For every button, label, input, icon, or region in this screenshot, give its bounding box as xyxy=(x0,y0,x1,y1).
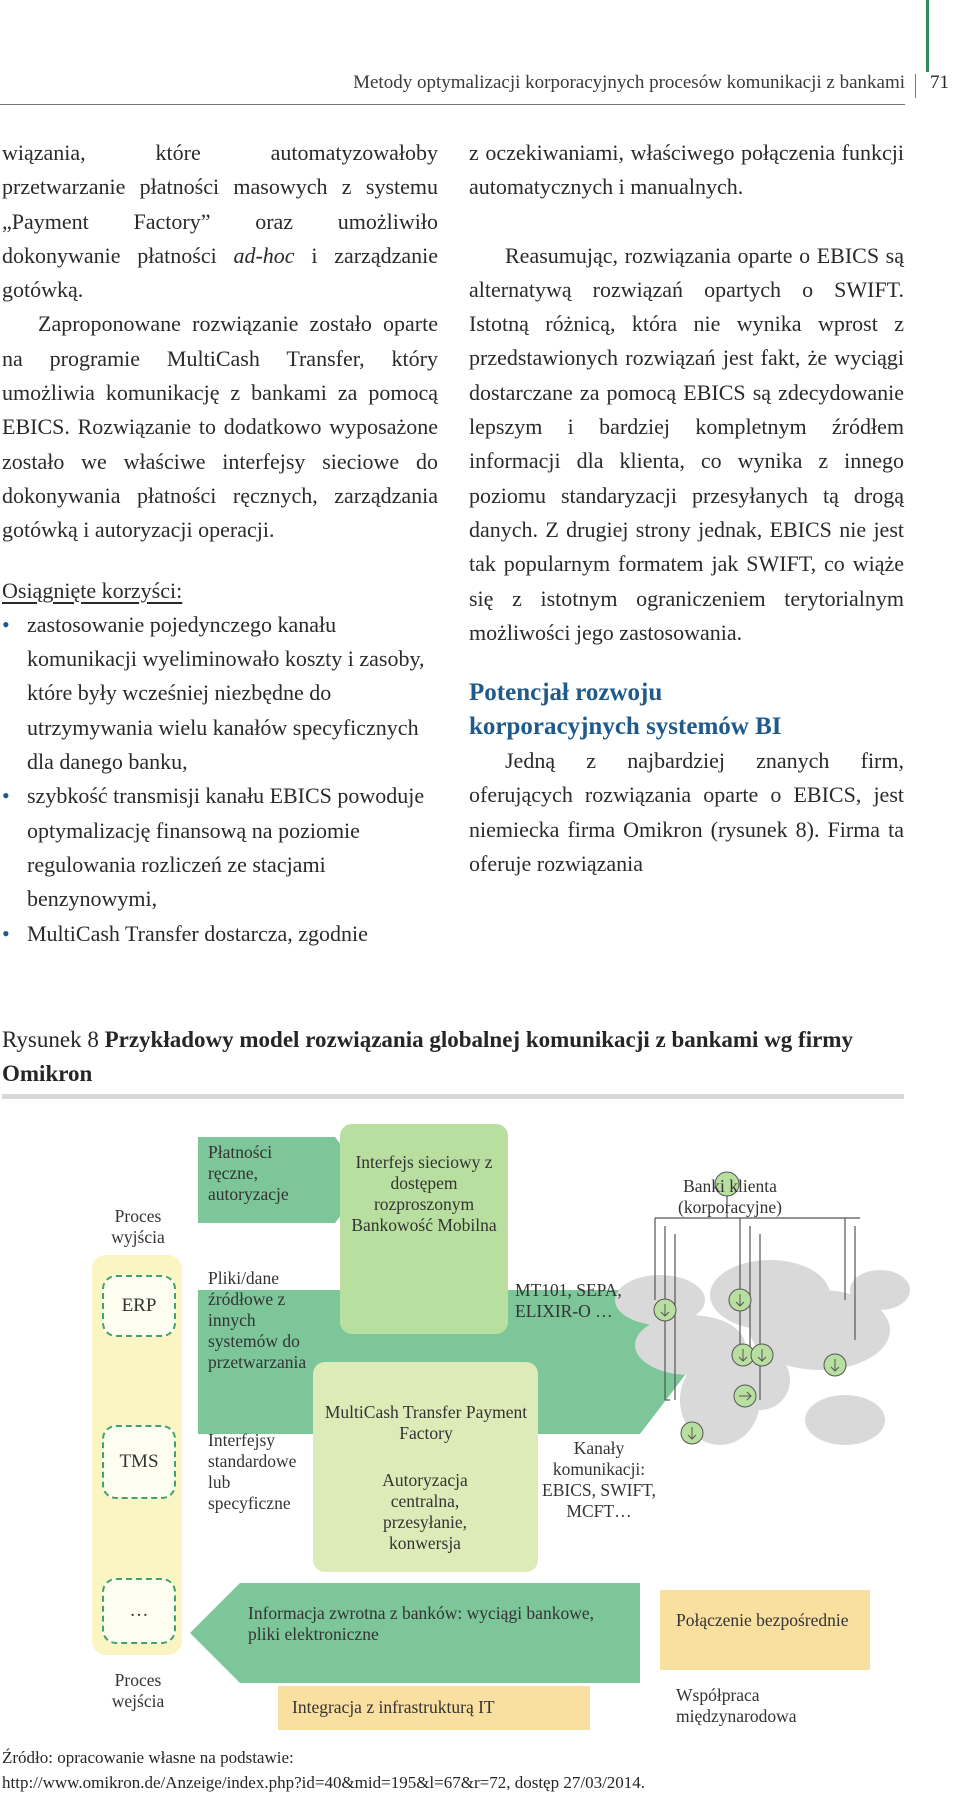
figure-label: Rysunek 8 xyxy=(2,1027,105,1052)
international-cooperation-label: Współpraca międzynarodowa xyxy=(676,1685,797,1726)
manual-payments-label: Płatności ręczne, autoryzacje xyxy=(208,1142,289,1204)
direct-connection-label: Połączenie bezpośrednie xyxy=(676,1610,849,1630)
tms-box: TMS xyxy=(102,1425,176,1499)
caption-rule xyxy=(2,1094,904,1099)
feedback-label: Informacja zwrotna z banków: wyciągi bankowe, pliki elektroniczne xyxy=(248,1603,594,1644)
web-interface-label: Interfejs sieciowy z dostępem rozproszonym Bankowość Mobilna xyxy=(351,1152,497,1235)
channels-label: Kanały komunikacji: EBICS, SWIFT, MCFT… xyxy=(542,1438,656,1521)
figure-caption xyxy=(2,1023,904,1091)
output-process-label: Proces wyjścia xyxy=(111,1206,165,1247)
erp-box: ERP xyxy=(102,1275,176,1337)
benefits-list xyxy=(2,608,438,951)
right-paragraph-3: Jedną z najbardziej znanych firm, oferujących rozwiązania oparte o EBICS, jest niemiecka firma Omikron (rysunek 8). Firma ta oferuje rozwiązania xyxy=(469,748,904,877)
header-separator xyxy=(915,74,916,98)
section-heading: Potencjał rozwoju korporacyjnych systemów BI xyxy=(469,679,782,741)
page-number: 71 xyxy=(930,72,949,93)
left-column xyxy=(2,136,438,951)
source-note xyxy=(2,1745,912,1795)
list-item: • zastosowanie pojedynczego kanału komunikacji wyeliminowało koszty i zasoby, które były wcześniej niezbędne do utrzymywania wielu kanałów specyficznych dla danego banku, xyxy=(2,608,438,779)
left-paragraph-1: wiązania, które automatyzowałoby przetwarzanie płatności masowych z systemu „Payment Factory” oraz umożliwiło dokonywanie płatności ad-hoc i zarządzanie gotówką. xyxy=(2,140,438,303)
list-item: • MultiCash Transfer dostarcza, zgodnie xyxy=(2,917,438,951)
source-line-1: Źródło: opracowanie własne na podstawie: xyxy=(2,1748,294,1767)
list-item: • szybkość transmisji kanału EBICS powoduje optymalizację finansową na poziomie regulowania rozliczeń ze stacjami benzynowymi, xyxy=(2,779,438,916)
header-rule xyxy=(0,104,905,105)
ellipsis-box: … xyxy=(102,1578,176,1644)
source-url: http://www.omikron.de/Anzeige/index.php?id=40&mid=195&l=67&r=72, dostęp 27/03/2014. xyxy=(2,1773,646,1792)
input-process-label: Proces wejścia xyxy=(111,1670,165,1711)
figure-title: Przykładowy model rozwiązania globalnej komunikacji z bankami wg firmy Omikron xyxy=(2,1027,853,1086)
left-paragraph-2: Zaproponowane rozwiązanie zostało oparte na programie MultiCash Transfer, który umożliwia komunikację z bankami za pomocą EBICS. Rozwiązanie to dodatkowo wyposażone zostało we właściwe interfejsy sieciowe do dokonywania płatności ręcznych, zarządzania gotówką i autoryzacji operacji. xyxy=(2,311,438,543)
running-header: Metody optymalizacji korporacyjnych procesów komunikacji z bankami xyxy=(353,72,905,93)
benefits-title: Osiągnięte korzyści: xyxy=(2,577,183,603)
omikron-diagram xyxy=(0,1100,910,1740)
client-banks-label: Banki klienta (korporacyjne) xyxy=(678,1176,782,1217)
right-paragraph-2: Reasumując, rozwiązania oparte o EBICS są alternatywą rozwiązań opartych o SWIFT. Istotną różnicą, która nie wynika wprost z przedstawionych rozwiązań jest fakt, że wyciągi dostarczane za pomocą EBICS są zdecydowanie lepszym i bardziej kompletnym źródłem informacji dla klienta, co wynika z innego poziomu standaryzacji przesyłanych tą drogą danych. Z drugiej strony jednak, EBICS nie jest tak popularnym formatem jak SWIFT, co wiąże się z istotnym ograniczeniem terytorialnym możliwości jego zastosowania. xyxy=(469,242,904,645)
right-column xyxy=(469,136,904,881)
standard-interfaces-label: Interfejsy standardowe lub specyficzne xyxy=(208,1430,297,1513)
right-paragraph-1: z oczekiwaniami, właściwego połączenia funkcji automatycznych i manualnych. xyxy=(469,140,904,200)
multicash-subtitle: Autoryzacja centralna, przesyłanie, konwersja xyxy=(382,1470,468,1553)
source-files-label: Pliki/dane źródłowe z innych systemów do przetwarzania xyxy=(208,1268,307,1372)
formats-label: MT101, SEPA, ELIXIR-O … xyxy=(515,1280,622,1321)
page-edge-marker xyxy=(926,0,929,72)
multicash-title: MultiCash Transfer Payment Factory xyxy=(324,1402,528,1443)
integration-label: Integracja z infrastrukturą IT xyxy=(292,1697,495,1717)
